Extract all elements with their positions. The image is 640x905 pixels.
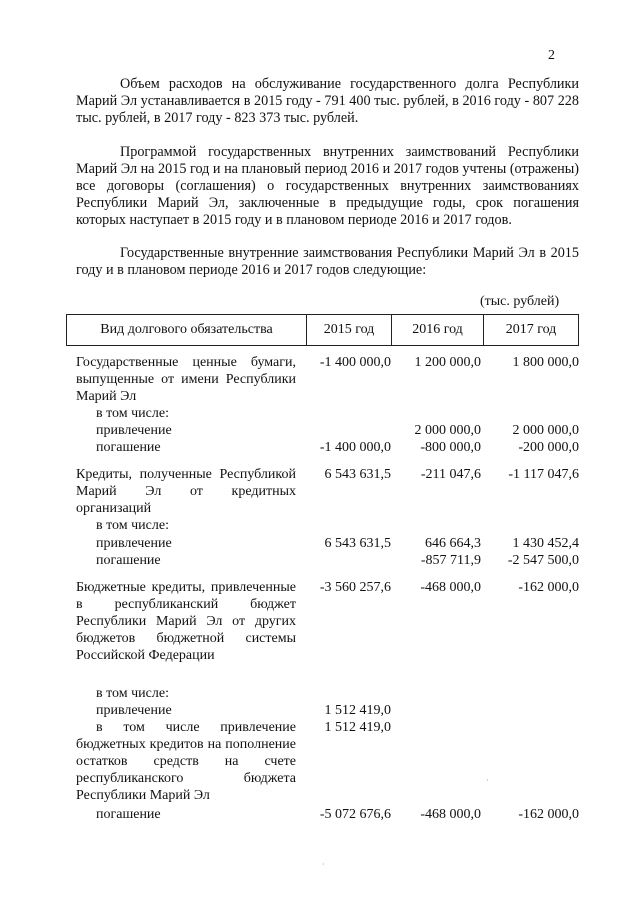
header-2017: 2017 год [505,322,557,337]
row-label: Государственные ценные бумаги, выпущенные от имени Республики Марий Эл [76,355,296,404]
row-label: погашение [96,553,161,568]
value-2017: -200 000,0 [518,440,579,455]
value-2017: 1 430 452,4 [512,536,579,551]
table-unit: (тыс. рублей) [480,294,560,309]
value-2017: -2 547 500,0 [507,553,579,568]
value-2015: 6 543 631,5 [324,536,391,551]
value-2016: 646 664,3 [425,536,481,551]
row-label: Кредиты, полученные Республикой Марий Эл от кредитных организаций [76,467,296,516]
value-2016: 2 000 000,0 [414,423,481,438]
paragraph-borrowing-program: Программой государственных внутренних заимствований Республики Марий Эл на 2015 год и на плановый период 2016 и 2017 годов учтены (отражены) все договоры (соглашения) о государственных внутренних заимствованиях Республики Марий Эл, заключенные в предыдущие годы, срок погашения которых наступает в 2015 году и в плановом периоде 2016 и 2017 годов. [76,144,579,228]
paragraph-debt-service: Объем расходов на обслуживание государственного долга Республики Марий Эл устанавливается в 2015 году - 791 400 тыс. рублей, в 2016 году - 807 228 тыс. рублей, в 2017 году - 823 373 тыс. рублей. [76,76,579,126]
row-label: Бюджетные кредиты, привлеченные в республиканский бюджет Республики Марий Эл от других бюджетов бюджетной системы Российской Федерации [76,580,296,663]
value-2015: -5 072 676,6 [319,807,391,822]
value-2017: -1 117 047,6 [508,467,579,482]
value-2016: -468 000,0 [420,580,481,595]
header-2016: 2016 год [392,315,484,345]
value-2017: 2 000 000,0 [512,423,579,438]
row-label: в том числе привлечение бюджетных кредитов на пополнение остатков средств на счете республиканского бюджета Республики Марий Эл [76,720,296,803]
value-2017: 1 800 000,0 [512,355,579,370]
row-label: привлечение [96,703,172,718]
header-2015: 2015 год [307,315,392,345]
row-label: в том числе: [96,406,169,421]
value-2015: -1 400 000,0 [319,355,391,370]
row-label: привлечение [96,536,172,551]
value-2016: -468 000,0 [420,807,481,822]
scan-speck: · [322,860,325,869]
row-label: в том числе: [96,518,169,533]
value-2017: -162 000,0 [518,580,579,595]
scan-speck: · [486,776,489,785]
value-2016: 1 200 000,0 [414,355,481,370]
table-header [66,314,579,346]
value-2015: 6 543 631,5 [324,467,391,482]
row-label: погашение [96,807,161,822]
paragraph-borrowings-intro: Государственные внутренние заимствования Республики Марий Эл в 2015 году и в плановом периоде 2016 и 2017 годов следующие: [76,245,579,278]
value-2015: -3 560 257,6 [319,580,391,595]
value-2016: -211 047,6 [420,467,481,482]
value-2016: -857 711,9 [420,553,481,568]
value-2016: -800 000,0 [420,440,481,455]
value-2015: 1 512 419,0 [324,703,391,718]
row-label: погашение [96,440,161,455]
page-number: 2 [548,48,555,63]
value-2015: -1 400 000,0 [319,440,391,455]
value-2015: 1 512 419,0 [324,720,391,735]
header-obligation-type: Вид долгового обязательства [67,315,307,345]
value-2017: -162 000,0 [518,807,579,822]
row-label: в том числе: [96,686,169,701]
row-label: привлечение [96,423,172,438]
